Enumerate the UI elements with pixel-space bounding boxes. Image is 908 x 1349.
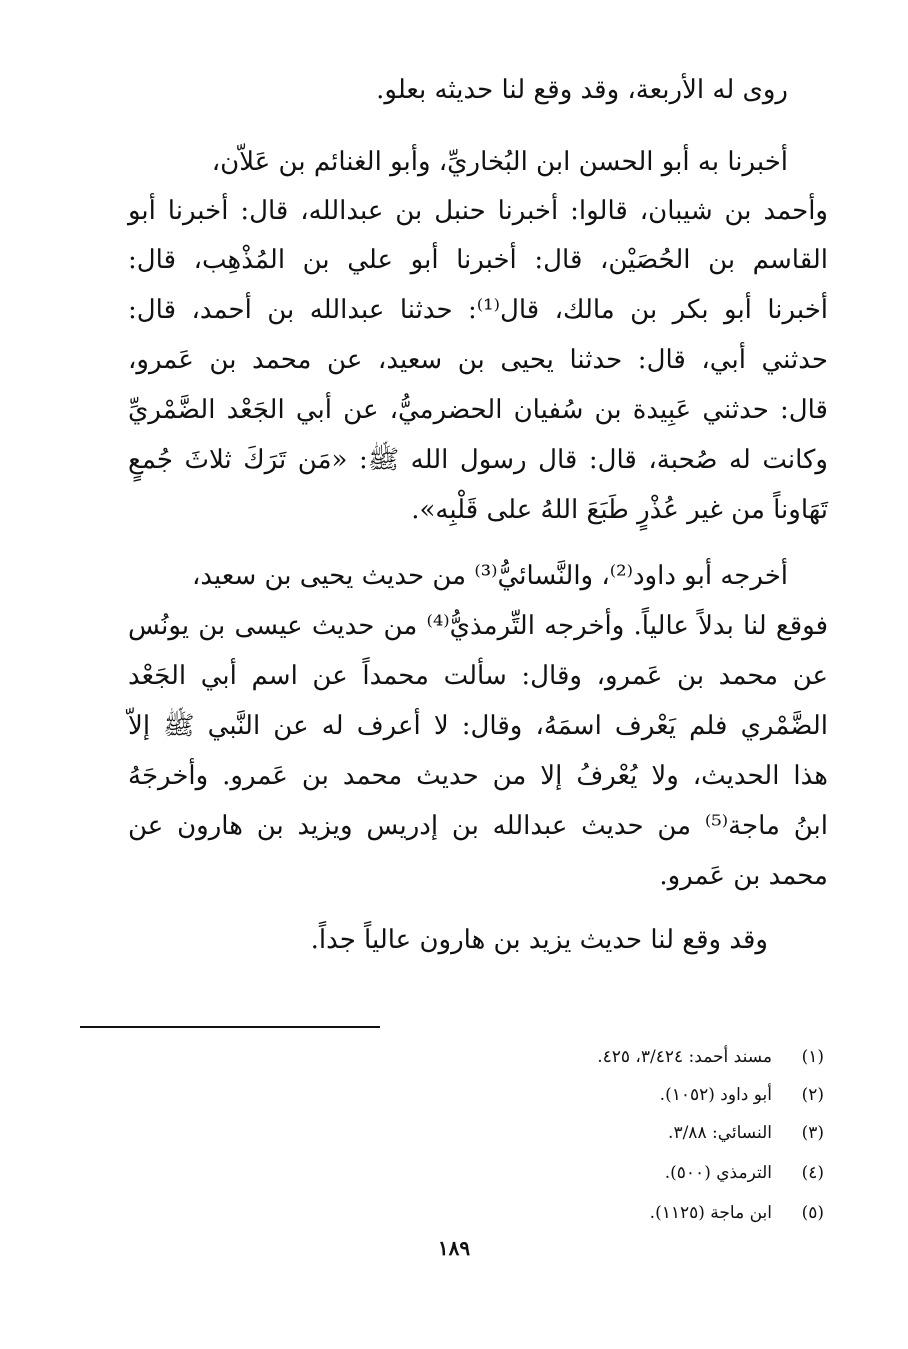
para2-line-7: محمد بن عَمرو.: [659, 861, 828, 891]
footnote-text: مسند أحمد: ٣/٤٢٤، ٤٢٥.: [597, 1047, 772, 1067]
para2-line-1: أخرجه أبو داود⁽²⁾، والنَّسائيُّ⁽³⁾ من حديث يحيى بن سعيد،: [192, 561, 788, 591]
footnote-number: (٢): [801, 1085, 824, 1105]
footnote-4: [304, 1160, 824, 1186]
para2-line-3: عن محمد بن عَمرو، وقال: سألت محمداً عن اسم أبي الجَعْد: [128, 661, 828, 691]
footnote-text: الترمذي (٥٠٠).: [664, 1163, 772, 1183]
footnote-number: (٥): [801, 1203, 824, 1223]
footnote-number: (٤): [801, 1163, 824, 1183]
footnote-text: النسائي: ٣/٨٨.: [668, 1123, 772, 1143]
footnote-text: ابن ماجة (١١٢٥).: [649, 1203, 772, 1223]
closing-line: وقد وقع لنا حديث يزيد بن هارون عالياً جداً.: [310, 925, 768, 955]
footnote-number: (٣): [801, 1123, 824, 1143]
para2-line-4: الضَّمْري فلم يَعْرف اسمَهُ، وقال: لا أعرف له عن النَّبي ﷺ إلاّ: [128, 711, 828, 741]
para1-line-6: قال: حدثني عَبِيدة بن سُفيان الحضرميُّ، عن أبي الجَعْد الضَّمْريِّ: [128, 395, 828, 425]
para2-line-5: هذا الحديث، ولا يُعْرفُ إلا من حديث محمد بن عَمرو. وأخرجَهُ: [128, 761, 828, 791]
footnote-5: [304, 1200, 824, 1226]
para1-line-1: أخبرنا به أبو الحسن ابن البُخاريِّ، وأبو الغنائم بن عَلاّن،: [211, 147, 788, 177]
para1-line-5: حدثني أبي، قال: حدثنا يحيى بن سعيد، عن محمد بن عَمرو،: [128, 345, 828, 375]
para2-line-6: ابنُ ماجة⁽⁵⁾ من حديث عبدالله بن إدريس ويزيد بن هارون عن: [128, 811, 828, 841]
para1-line-8: تَهَاوناً من غير عُذْرٍ طَبَعَ اللهُ على قَلْبِه».: [411, 495, 828, 525]
para1-line-3: القاسم بن الحُصَيْن، قال: أخبرنا أبو علي بن المُذْهِب، قال:: [128, 245, 828, 275]
footnote-number: (١): [801, 1047, 824, 1067]
footnote-separator: [80, 1026, 380, 1028]
para1-line-7: وكانت له صُحبة، قال: قال رسول الله ﷺ: «مَن تَرَكَ ثلاثَ جُمعٍ: [128, 445, 828, 475]
para1-line-2: وأحمد بن شيبان، قالوا: أخبرنا حنبل بن عبدالله، قال: أخبرنا أبو: [128, 196, 828, 226]
para1-line-4: أخبرنا أبو بكر بن مالك، قال⁽¹⁾: حدثنا عبدالله بن أحمد، قال:: [128, 295, 828, 325]
footnote-1: [304, 1044, 824, 1070]
footnote-text: أبو داود (١٠٥٢).: [659, 1085, 772, 1105]
para2-line-2: فوقع لنا بدلاً عالياً. وأخرجه التِّرمذيُّ⁽⁴⁾ من حديث عيسى بن يونُس: [128, 611, 828, 641]
footnote-3: [304, 1120, 824, 1146]
footnote-2: [304, 1082, 824, 1108]
intro-line: روى له الأربعة، وقد وقع لنا حديثه بعلو.: [376, 75, 788, 105]
page-number: ١٨٩: [437, 1236, 471, 1260]
